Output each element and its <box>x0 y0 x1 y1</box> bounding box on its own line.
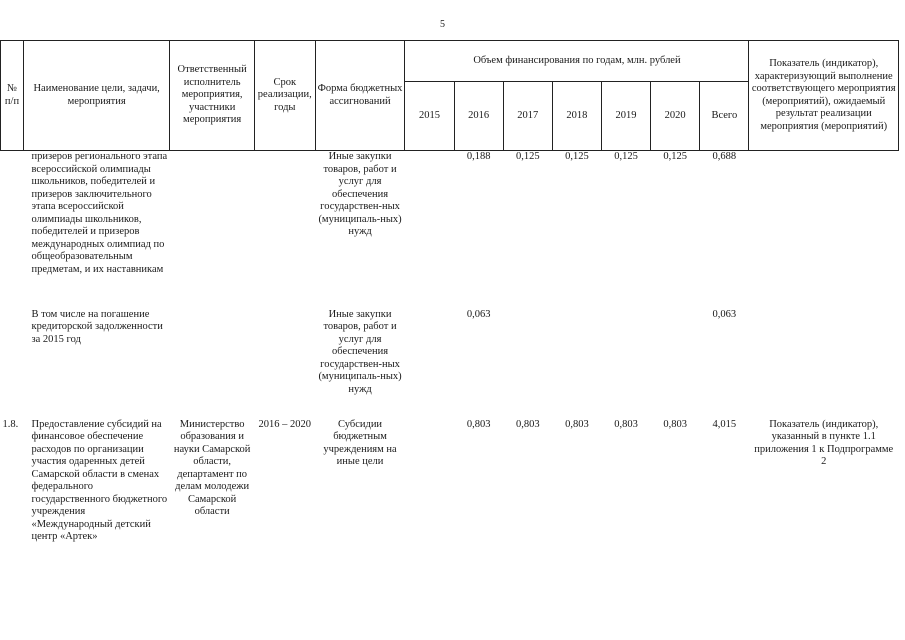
row-value: 0,125 <box>614 151 638 162</box>
header-term: Срок реализации, годы <box>254 41 315 151</box>
row-value <box>601 309 650 419</box>
header-year: 2018 <box>552 82 601 151</box>
budget-table <box>0 40 899 549</box>
row-term <box>254 309 315 419</box>
page-number: 5 <box>440 19 445 30</box>
row-indicator: Показатель (индикатор), указанный в пункте 1.1 приложения 1 к Подпрограмме 2 <box>754 418 894 467</box>
header-indicator: Показатель (индикатор), характеризующий выполнение соответствующего мероприятия (мероприятий), ожидаемый результат реализации мероприятия (мероприятий) <box>749 41 899 151</box>
header-executor: Ответственный исполнитель мероприятия, участники мероприятия <box>170 41 255 151</box>
header-year: 2019 <box>601 82 650 151</box>
row-value <box>503 309 552 419</box>
row-form: Иные закупки товаров, работ и услуг для обеспечения государствен-ных (муниципаль-ных) нужд <box>318 151 402 237</box>
table-row <box>1 151 899 309</box>
table-row <box>1 309 899 419</box>
row-value <box>405 309 454 419</box>
row-term <box>254 151 315 309</box>
header-year-total: Всего <box>700 82 749 151</box>
row-value-total: 0,063 <box>712 308 737 320</box>
row-value <box>552 309 601 419</box>
header-name: Наименование цели, задачи, мероприятия <box>23 41 169 151</box>
row-num: 1.8. <box>2 418 19 430</box>
table-header <box>1 41 899 151</box>
header-year: 2020 <box>651 82 700 151</box>
row-num <box>1 309 24 419</box>
row-value: 0,063 <box>466 308 491 320</box>
row-value <box>405 419 454 549</box>
row-value: 0,803 <box>466 418 491 430</box>
row-value-total: 0,688 <box>712 151 737 162</box>
row-value-total: 4,015 <box>712 418 737 430</box>
row-value: 0,188 <box>466 151 491 162</box>
header-form: Форма бюджетных ассигнований <box>315 41 405 151</box>
header-year: 2017 <box>503 82 552 151</box>
header-funding: Объем финансирования по годам, млн. рублей <box>405 41 749 82</box>
row-form: Субсидии бюджетным учреждениям на иные цели <box>323 418 397 467</box>
row-value: 0,803 <box>515 418 540 430</box>
table-row <box>1 419 899 549</box>
row-indicator <box>749 309 899 419</box>
row-term: 2016 – 2020 <box>258 418 312 430</box>
row-value: 0,125 <box>565 151 589 162</box>
row-indicator <box>749 151 899 309</box>
row-value <box>651 309 700 419</box>
row-value: 0,803 <box>614 418 638 430</box>
header-year: 2016 <box>454 82 503 151</box>
row-value: 0,803 <box>663 418 687 430</box>
row-name: В том числе на погашение кредиторской задолженности за 2015 год <box>31 308 163 345</box>
header-num: № п/п <box>1 41 24 151</box>
row-name: призеров регионального этапа всероссийской олимпиады школьников, победителей и призеров заключительного этапа всероссийской олимпиады школьников, победителей и призеров международных олимпиад по общеобразовательным предметам, и их наставникам <box>31 151 168 275</box>
row-name: Предоставление субсидий на финансовое обеспечение расходов по организации участия одаренных детей Самарской области в сменах федерального государственного бюджетного учреждения «Международный детский центр «Артек» <box>31 418 168 542</box>
row-value: 0,125 <box>663 151 687 162</box>
row-value: 0,125 <box>515 151 540 162</box>
row-executor: Министерство образования и науки Самарской области, департамент по делам молодежи Самарской области <box>173 418 251 517</box>
header-year: 2015 <box>405 82 454 151</box>
row-num <box>1 151 24 309</box>
row-value <box>405 151 454 309</box>
row-executor <box>170 309 255 419</box>
row-executor <box>170 151 255 309</box>
row-form: Иные закупки товаров, работ и услуг для обеспечения государствен-ных (муниципаль-ных) нужд <box>318 308 402 395</box>
row-value: 0,803 <box>565 418 589 430</box>
